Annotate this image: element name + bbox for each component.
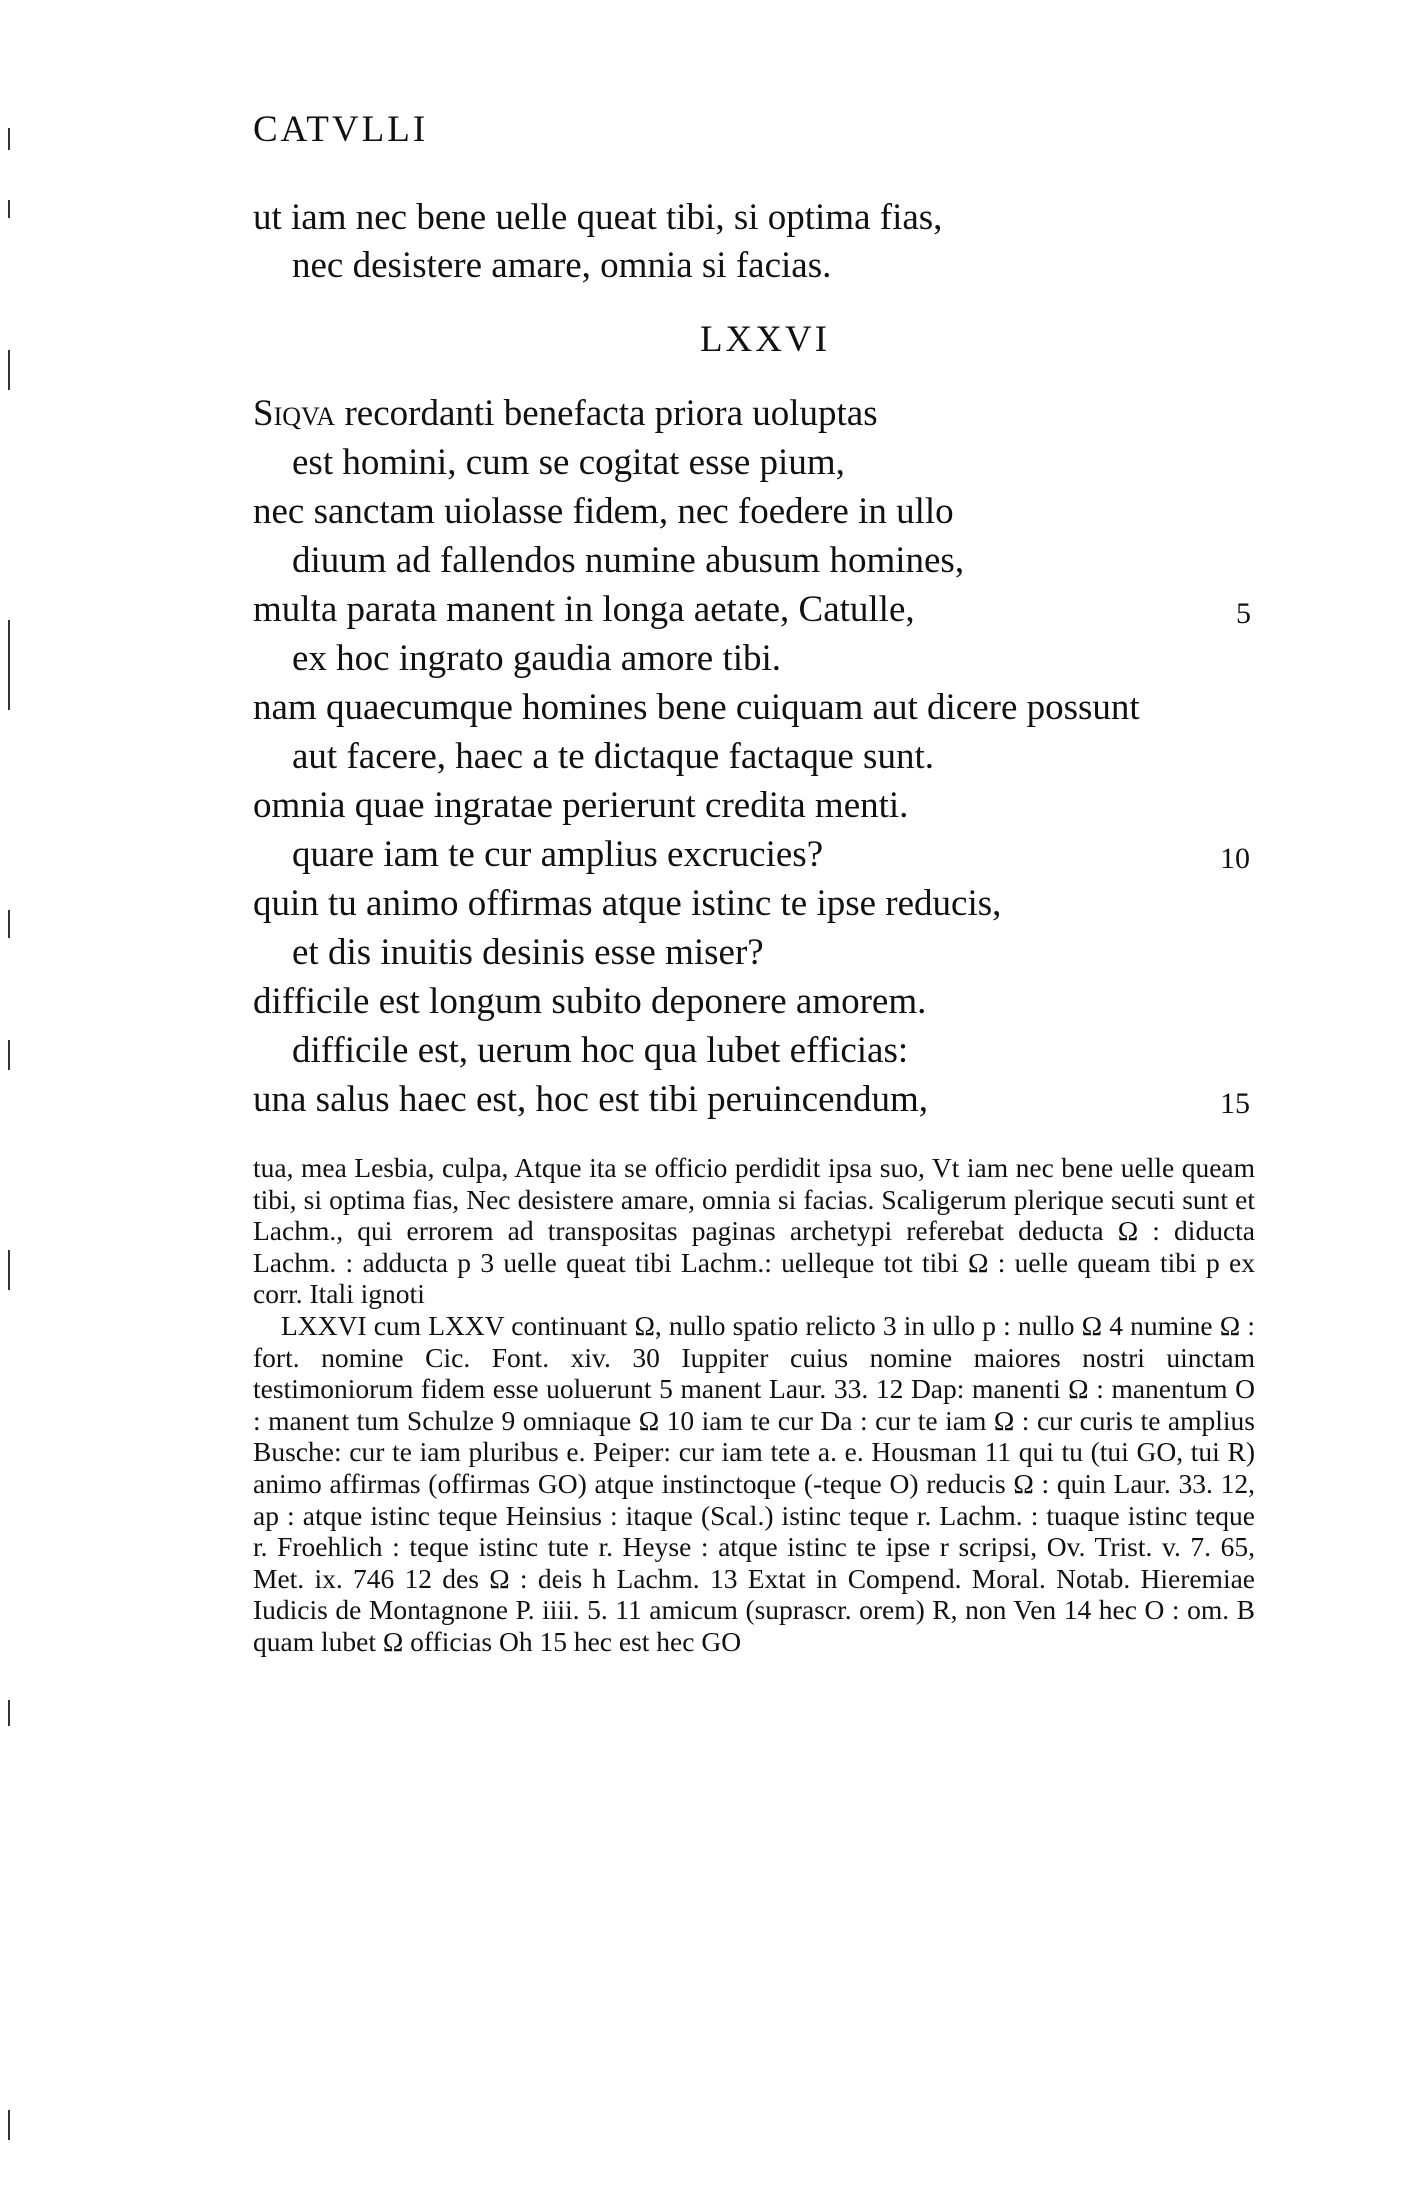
- scan-margin-mark: [8, 1040, 10, 1070]
- poem-line: difficile est, uerum hoc qua lubet efficias:: [292, 1030, 909, 1071]
- running-head: CATVLLI: [253, 109, 429, 150]
- poem-line: Siqva recordanti benefacta priora uoluptas: [253, 393, 878, 434]
- poem-line: ex hoc ingrato gaudia amore tibi.: [292, 638, 782, 679]
- poem-line: nam quaecumque homines bene cuiquam aut dicere possunt: [253, 687, 1140, 728]
- poem-line: omnia quae ingratae perierunt credita menti.: [253, 785, 909, 826]
- poem-line: una salus haec est, hoc est tibi peruincendum,: [253, 1079, 929, 1120]
- carryover-line: nec desistere amare, omnia si facias.: [292, 245, 832, 286]
- line-number: 10: [1220, 842, 1250, 875]
- scan-margin-mark: [8, 200, 10, 218]
- scan-margin-mark: [8, 1250, 10, 1290]
- line-number: 15: [1220, 1087, 1250, 1120]
- scan-margin-mark: [8, 910, 10, 938]
- poem-line: quin tu animo offirmas atque istinc te ipse reducis,: [253, 883, 1002, 924]
- line-number: 5: [1236, 597, 1251, 630]
- poem-line: diuum ad fallendos numine abusum homines,: [292, 540, 965, 581]
- apparatus-criticus: [253, 1152, 1255, 1658]
- poem-line: nec sanctam uiolasse fidem, nec foedere in ullo: [253, 491, 954, 532]
- scan-margin-mark: [8, 2110, 10, 2140]
- poem-line: aut facere, haec a te dictaque factaque sunt.: [292, 736, 934, 777]
- initial-word: Siqva: [253, 393, 336, 434]
- poem-line: est homini, cum se cogitat esse pium,: [292, 442, 845, 483]
- scan-margin-mark: [8, 350, 10, 390]
- carryover-line: ut iam nec bene uelle queat tibi, si optima fias,: [253, 197, 943, 238]
- poem-line: difficile est longum subito deponere amorem.: [253, 981, 927, 1022]
- poem-line: et dis inuitis desinis esse miser?: [292, 932, 764, 973]
- apparatus-block: tua, mea Lesbia, culpa, Atque ita se officio perdidit ipsa suo, Vt iam nec bene uelle queam tibi, si optima fias, Nec desistere amare, omnia si facias. Scaligerum plerique secuti sunt et Lachm., qui errorem ad transpositas paginas archetypi referebat deducta Ω : diducta Lachm. : adducta p 3 uelle queat tibi Lachm.: uelleque tot tibi Ω : uelle queam tibi p ex corr. Itali ignoti: [253, 1152, 1255, 1310]
- poem-title: LXXVI: [699, 319, 831, 360]
- scan-margin-mark: [8, 1700, 10, 1726]
- scan-margin-mark: [8, 128, 10, 150]
- scan-margin-mark: [8, 620, 10, 710]
- poem-line: quare iam te cur amplius excrucies?: [292, 834, 824, 875]
- apparatus-block: LXXVI cum LXXV continuant Ω, nullo spatio relicto 3 in ullo p : nullo Ω 4 numine Ω : fort. nomine Cic. Font. xiv. 30 Iuppiter cuius nomine maiores nostri uinctam testimoniorum fidem esse uoluerunt 5 manent Laur. 33. 12 Dap: manenti Ω : manentum O : manent tum Schulze 9 omniaque Ω 10 iam te cur Da : cur te iam Ω : cur curis te amplius Busche: cur te iam pluribus e. Peiper: cur iam tete a. e. Housman 11 qui tu (tui GO, tui R) animo affirmas (offirmas GO) atque instinctoque (-teque O) reducis Ω : quin Laur. 33. 12, ap : atque istinc teque Heinsius : itaque (Scal.) istinc teque r. Lachm. : tuaque istinc teque r. Froehlich : teque istinc tute r. Heyse : atque istinc te ipse r scripsi, Ov. Trist. v. 7. 65, Met. ix. 746 12 des Ω : deis h Lachm. 13 Extat in Compend. Moral. Notab. Hieremiae Iudicis de Montagnone P. iiii. 5. 11 amicum (suprascr. orem) R, non Ven 14 hec O : om. B quam lubet Ω officias Oh 15 hec est hec GO: [253, 1309, 1255, 1657]
- poem-line: multa parata manent in longa aetate, Catulle,: [253, 589, 915, 630]
